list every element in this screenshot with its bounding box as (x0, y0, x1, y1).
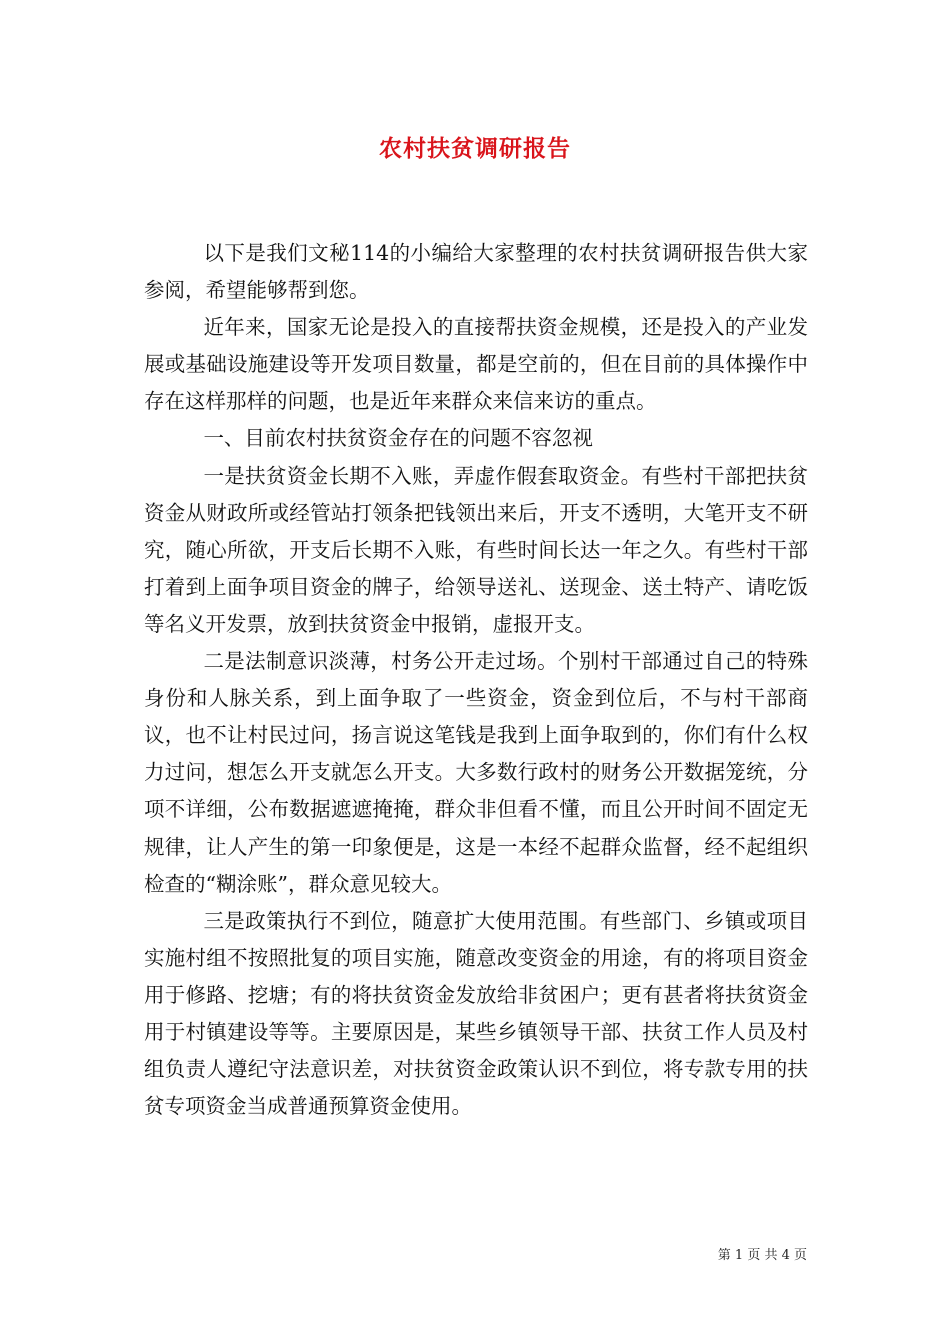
problem-three-paragraph: 三是政策执行不到位，随意扩大使用范围。有些部门、乡镇或项目实施村组不按照批复的项目实施，随意改变资金的用途，有的将项目资金用于修路、挖塘；有的将扶贫资金发放给非贫困户；更有甚者将扶贫资金用于村镇建设等等。主要原因是，某些乡镇领导干部、扶贫工作人员及村组负责人遵纪守法意识差，对扶贫资金政策认识不到位，将专款专用的扶贫专项资金当成普通预算资金使用。 (144, 908, 808, 1119)
page-number: 第 1 页 共 4 页 (717, 1248, 807, 1263)
section-heading: 一、目前农村扶贫资金存在的问题不容忽视 (203, 426, 593, 451)
problem-one-paragraph: 一是扶贫资金长期不入账，弄虚作假套取资金。有些村干部把扶贫资金从财政所或经管站打领条把钱领出来后，开支不透明，大笔开支不研究，随心所欲，开支后长期不入账，有些时间长达一年之久。有些村干部打着到上面争项目资金的牌子，给领导送礼、送现金、送土特产、请吃饭等名义开发票，放到扶贫资金中报销，虚报开支。 (144, 463, 808, 636)
document-title: 农村扶贫调研报告 (379, 135, 571, 162)
document-body (144, 235, 808, 1125)
background-paragraph: 近年来，国家无论是投入的直接帮扶资金规模，还是投入的产业发展或基础设施建设等开发项目数量，都是空前的，但在目前的具体操作中存在这样那样的问题，也是近年来群众来信来访的重点。 (144, 315, 808, 414)
intro-paragraph: 以下是我们文秘114的小编给大家整理的农村扶贫调研报告供大家参阅，希望能够帮到您。 (144, 241, 808, 303)
problem-two-paragraph: 二是法制意识淡薄，村务公开走过场。个别村干部通过自己的特殊身份和人脉关系，到上面争取了一些资金，资金到位后，不与村干部商议，也不让村民过问，扬言说这笔钱是我到上面争取到的，你们有什么权力过问，想怎么开支就怎么开支。大多数行政村的财务公开数据笼统，分项不详细，公布数据遮遮掩掩，群众非但看不懂，而且公开时间不固定无规律，让人产生的第一印象便是，这是一本经不起群众监督，经不起组织检查的“糊涂账”，群众意见较大。 (144, 649, 808, 896)
